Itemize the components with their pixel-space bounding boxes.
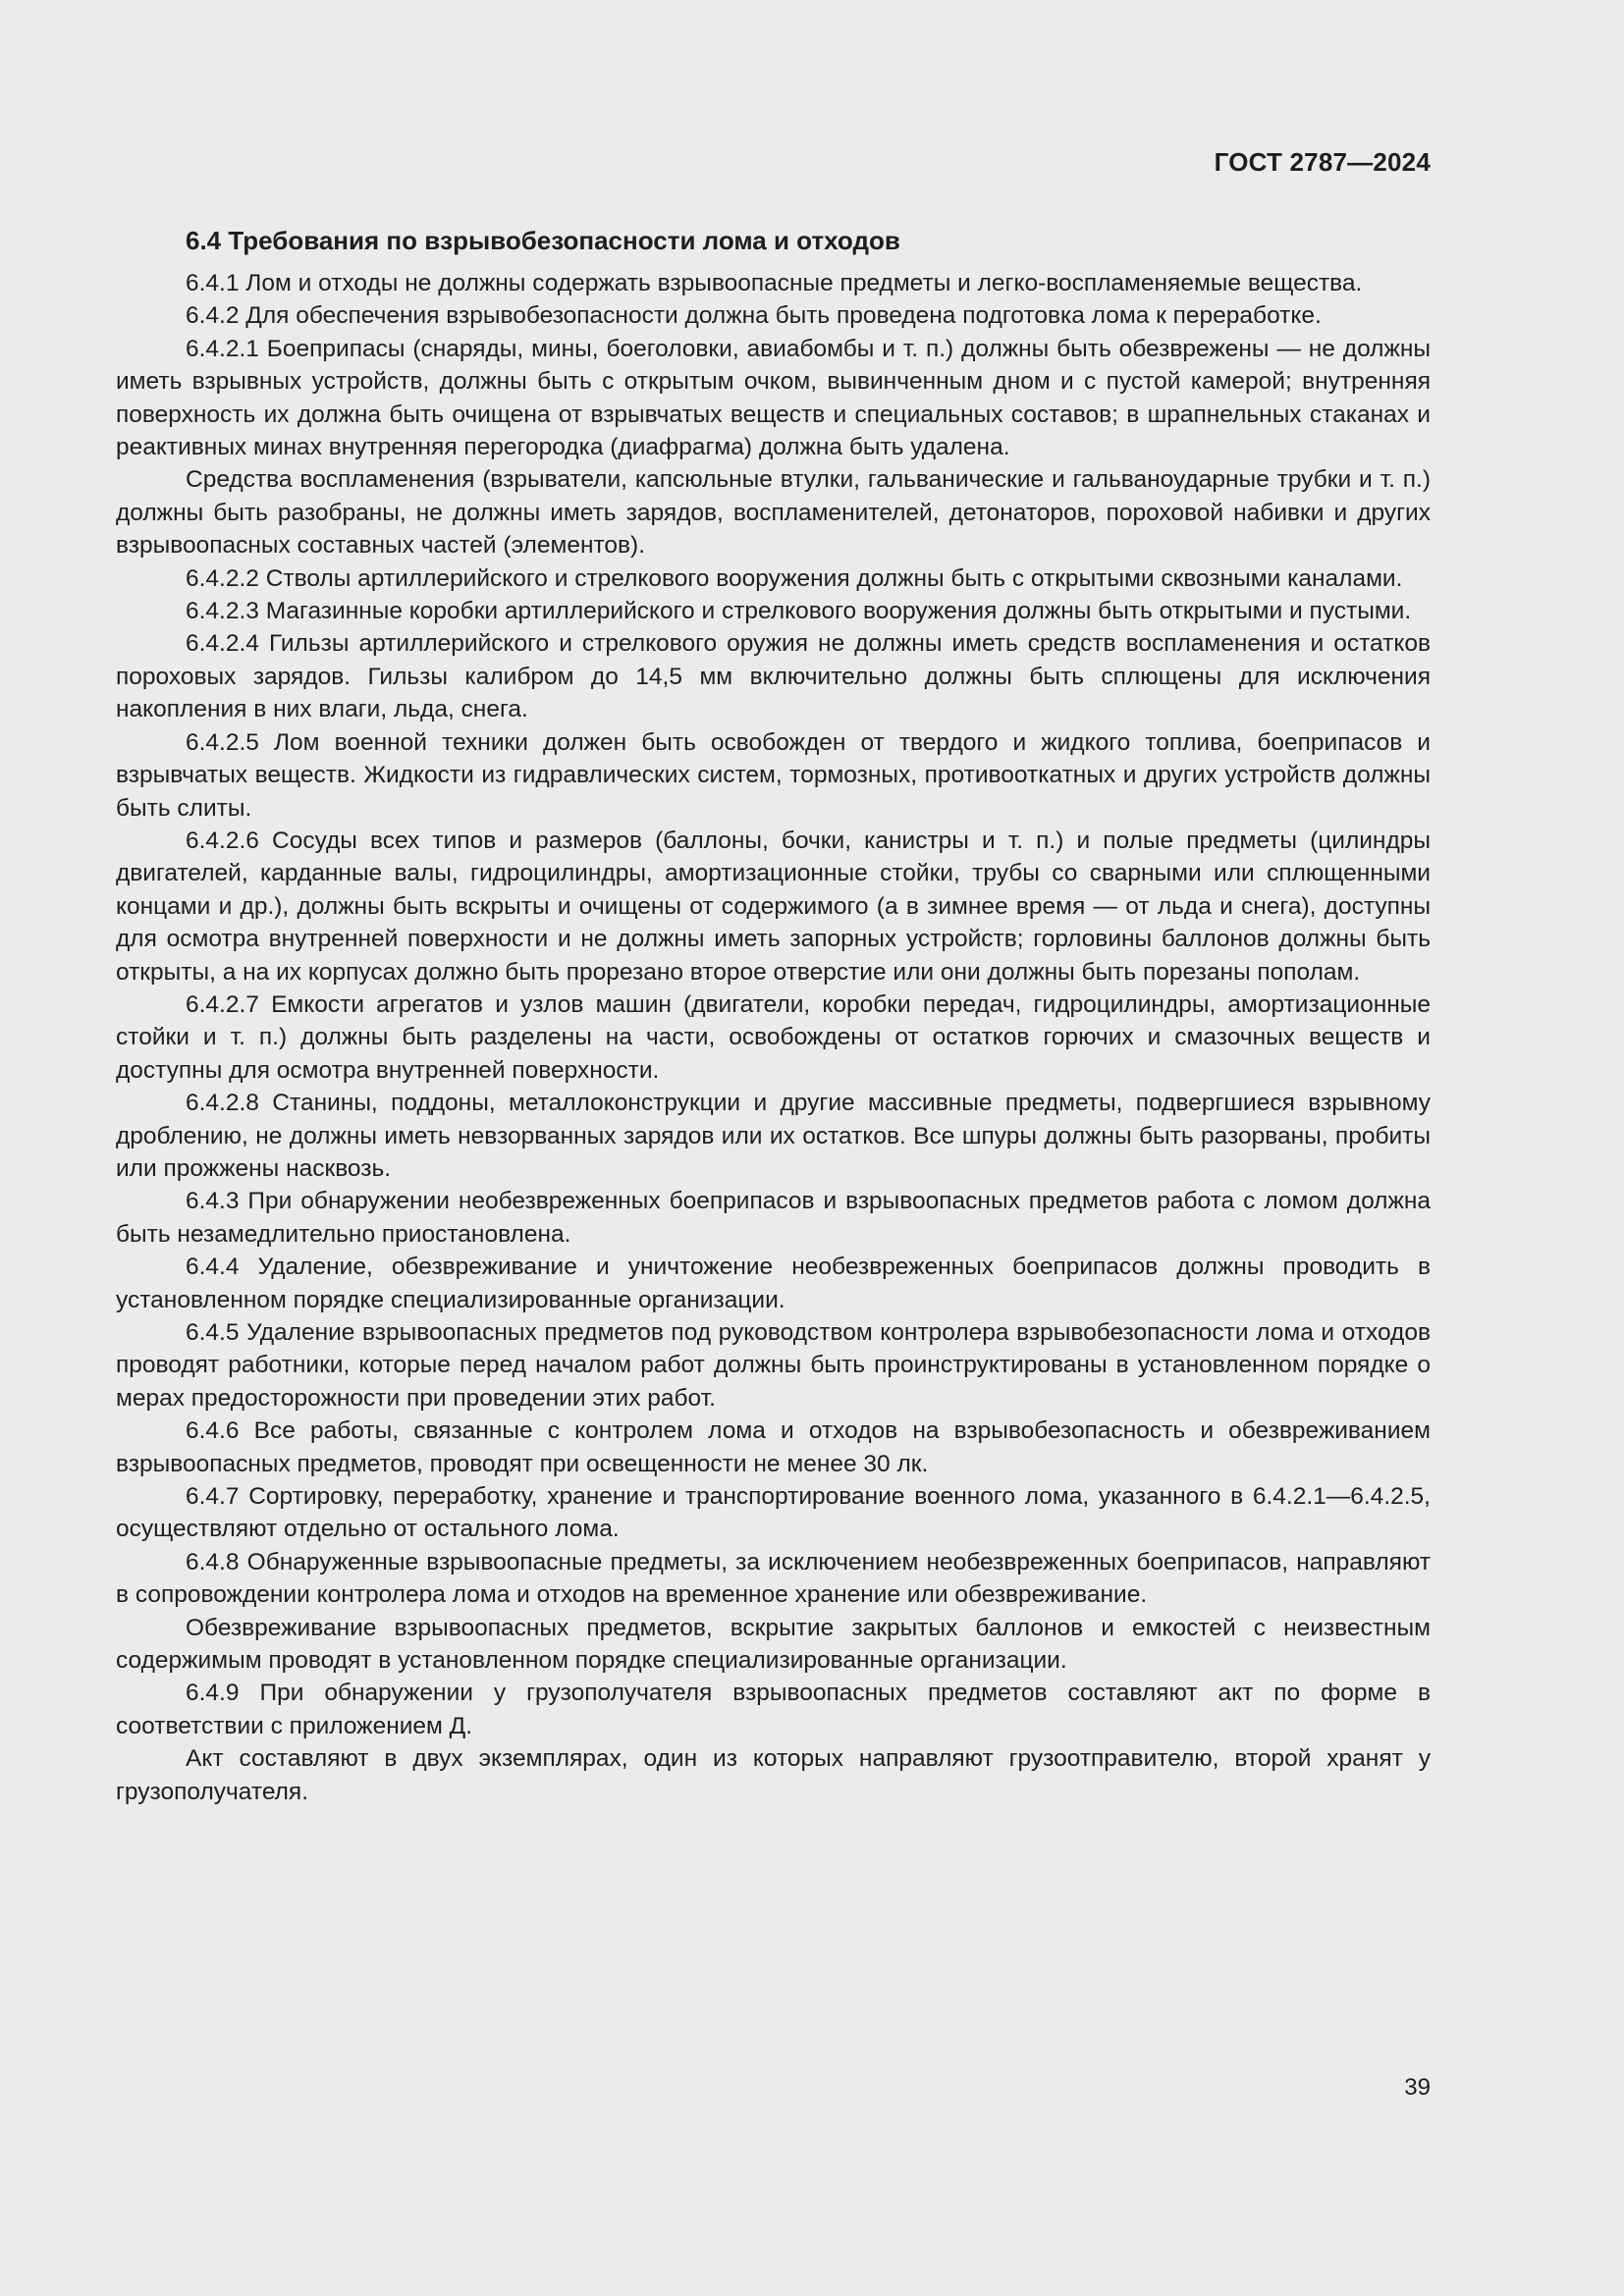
section-title: 6.4 Требования по взрывобезопасности лома и отходов: [186, 226, 900, 255]
paragraph-6-4-2-6: 6.4.2.6 Сосуды всех типов и размеров (баллоны, бочки, канистры и т. п.) и полые предметы (цилиндры двигателей, карданные валы, гидроцилиндры, амортизационные стойки, трубы со сварными или сплющенными концами и др.), должны быть вскрыты и очищены от содержимого (а в зимнее время — от льда и снега), доступны для осмотра внутренней поверхности и не должны иметь запорных устройств; горловины баллонов должны быть открыты, а на их корпусах должно быть прорезано второе отверстие или они должны быть порезаны пополам.: [116, 827, 1431, 986]
paragraph-neutralization: Обезвреживание взрывоопасных предметов, вскрытие закрытых баллонов и емкостей с неизвестным содержимым проводят в установленном порядке специализированные организации.: [116, 1614, 1431, 1675]
document-body: [116, 224, 1431, 1808]
paragraph-6-4-1: 6.4.1 Лом и отходы не должны содержать взрывоопасные предметы и легко-воспламеняемые вещества.: [186, 270, 1363, 296]
page-number: 39: [1404, 2074, 1431, 2101]
paragraph-6-4-9: 6.4.9 При обнаружении у грузополучателя взрывоопасных предметов составляют акт по форме в соответствии с приложением Д.: [116, 1680, 1431, 1739]
paragraph-6-4-2-1: 6.4.2.1 Боеприпасы (снаряды, мины, боеголовки, авиабомбы и т. п.) должны быть обезврежены — не должны иметь взрывных устройств, должны быть с открытым очком, вывинченным дном и с пустой камерой; внутренняя поверхность их должна быть очищена от взрывчатых веществ и специальных составов; в шрапнельных стаканах и реактивных минах внутренняя перегородка (диафрагма) должна быть удалена.: [116, 335, 1431, 461]
paragraph-6-4-2: 6.4.2 Для обеспечения взрывобезопасности должна быть проведена подготовка лома к переработке.: [186, 302, 1322, 330]
paragraph-6-4-2-3: 6.4.2.3 Магазинные коробки артиллерийского и стрелкового вооружения должны быть открытыми и пустыми.: [186, 598, 1412, 625]
paragraph-6-4-3: 6.4.3 При обнаружении необезвреженных боеприпасов и взрывоопасных предметов работа с ломом должна быть незамедлительно приостановлена.: [116, 1188, 1431, 1248]
paragraph-ignition-means: Средства воспламенения (взрыватели, капсюльные втулки, гальванические и гальваноударные трубки и т. п.) должны быть разобраны, не должны иметь зарядов, воспламенителей, детонаторов, пороховой набивки и других взрывоопасных составных частей (элементов).: [116, 466, 1431, 560]
paragraph-6-4-2-2: 6.4.2.2 Стволы артиллерийского и стрелкового вооружения должны быть с открытыми сквозными каналами.: [186, 564, 1403, 592]
paragraph-6-4-7: 6.4.7 Сортировку, переработку, хранение и транспортирование военного лома, указанного в 6.4.2.1—6.4.2.5, осуществляют отдельно от остального лома.: [116, 1483, 1431, 1543]
paragraph-6-4-6: 6.4.6 Все работы, связанные с контролем лома и отходов на взрывобезопасность и обезвреживанием взрывоопасных предметов, проводят при освещенности не менее 30 лк.: [116, 1417, 1431, 1477]
paragraph-6-4-2-8: 6.4.2.8 Станины, поддоны, металлоконструкции и другие массивные предметы, подвергшиеся взрывному дроблению, не должны иметь невзорванных зарядов или их остатков. Все шпуры должны быть разорваны, пробиты или прожжены насквозь.: [116, 1090, 1431, 1182]
paragraph-6-4-8: 6.4.8 Обнаруженные взрывоопасные предметы, за исключением необезвреженных боеприпасов, направляют в сопровождении контролера лома и отходов на временное хранение или обезвреживание.: [116, 1548, 1431, 1609]
paragraph-6-4-5: 6.4.5 Удаление взрывоопасных предметов под руководством контролера взрывобезопасности лома и отходов проводят работники, которые перед началом работ должны быть проинструктированы в установленном порядке о мерах предосторожности при проведении этих работ.: [116, 1319, 1431, 1412]
paragraph-act-copies: Акт составляют в двух экземплярах, один из которых направляют грузоотправителю, второй хранят у грузополучателя.: [116, 1745, 1431, 1805]
paragraph-6-4-2-7: 6.4.2.7 Емкости агрегатов и узлов машин (двигатели, коробки передач, гидроцилиндры, амортизационные стойки и т. п.) должны быть разделены на части, освобождены от остатков горючих и смазочных веществ и доступны для осмотра внутренней поверхности.: [116, 990, 1431, 1084]
paragraph-6-4-2-5: 6.4.2.5 Лом военной техники должен быть освобожден от твердого и жидкого топлива, боеприпасов и взрывчатых веществ. Жидкости из гидравлических систем, тормозных, противооткатных и других устройств должны быть слиты.: [116, 728, 1431, 822]
paragraph-6-4-2-4: 6.4.2.4 Гильзы артиллерийского и стрелкового оружия не должны иметь средств воспламенения и остатков пороховых зарядов. Гильзы калибром до 14,5 мм включительно должны быть сплющены для исключения накопления в них влаги, льда, снега.: [116, 630, 1431, 723]
paragraph-6-4-4: 6.4.4 Удаление, обезвреживание и уничтожение необезвреженных боеприпасов должны проводить в установленном порядке специализированные организации.: [116, 1254, 1431, 1313]
document-code-header: ГОСТ 2787—2024: [1214, 147, 1431, 177]
